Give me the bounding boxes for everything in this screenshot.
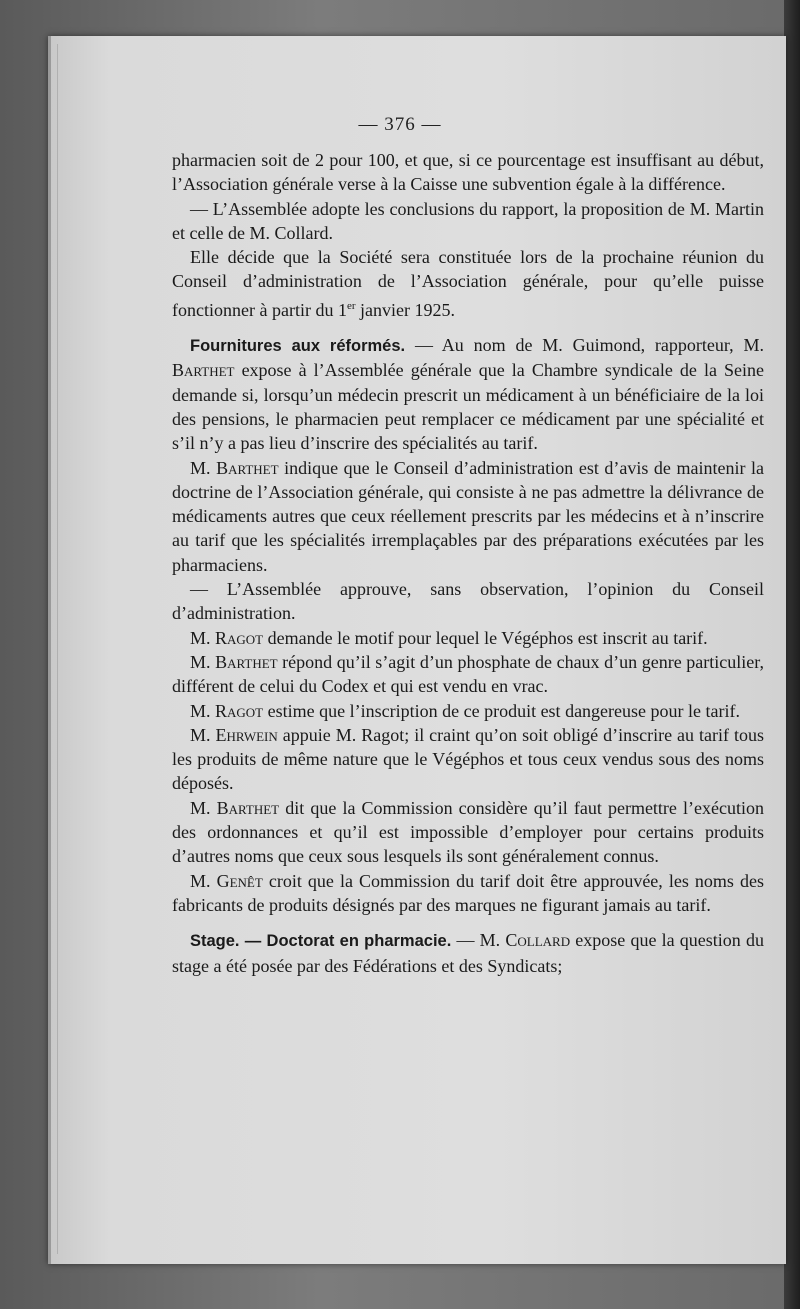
page-number: — 376 —	[358, 114, 442, 135]
person-name: Barthet	[216, 457, 279, 478]
section-heading: Stage. — Doctorat en pharmacie.	[190, 932, 452, 951]
paragraph	[172, 869, 764, 918]
paragraph-text: janvier 1925.	[355, 299, 455, 320]
superscript: er	[346, 299, 356, 312]
paragraph: pharmacien soit de 2 pour 100, et que, si ce pourcentage est insuffisant au début, l’Association générale verse à la Caisse une subvention égale à la différence.	[172, 150, 764, 195]
paragraph	[172, 796, 764, 869]
person-name: Barthet	[216, 797, 280, 818]
paragraph-text: indique que le Conseil d’administration est d’avis de maintenir la doctrine de l’Association générale, qui consiste à ne pas admettre la délivrance de médicaments autres que ceux réellement prescrits par les médecins et à n’inscrire au tarif que les spécialités irremplaçables par des préparations exécutées par les pharmaciens.	[172, 457, 764, 575]
person-name: Ragot	[215, 700, 264, 721]
paragraph	[172, 456, 764, 577]
paragraph	[172, 333, 764, 455]
person-name: Collard	[505, 930, 571, 951]
paragraph-text: expose que la question du stage a été posée par des Fédérations et des Syndicats;	[172, 930, 764, 976]
person-name: Ragot	[215, 627, 264, 648]
person-name: Genêt	[216, 870, 263, 891]
paragraph-text: répond qu’il s’agit d’un phosphate de chaux d’un genre particulier, différent de celui du Codex et qui est vendu en vrac.	[172, 651, 764, 697]
paragraph-text: demande le motif pour lequel le Végéphos est inscrit au tarif.	[263, 627, 708, 648]
paragraph: — L’Assemblée approuve, sans observation, l’opinion du Conseil d’administration.	[172, 579, 764, 624]
paragraph	[172, 723, 764, 796]
paragraph-text: M.	[190, 651, 216, 672]
paragraph-text: M.	[190, 700, 216, 721]
paragraph-text: croit que la Commission du tarif doit être approuvée, les noms des fabricants de produits désignés par des marques ne figurant jamais au tarif.	[172, 870, 764, 915]
scan-edge	[784, 0, 800, 1309]
paragraph-text: estime que l’inscription de ce produit est dangereuse pour le tarif.	[263, 700, 740, 721]
person-name: Barthet	[215, 651, 278, 672]
paragraph	[172, 626, 764, 650]
paragraph	[172, 245, 764, 322]
paragraph	[172, 699, 764, 723]
paragraph-text: M.	[190, 627, 216, 648]
person-name: Barthet	[172, 360, 235, 381]
section-heading: Fournitures aux réformés.	[190, 337, 406, 356]
paragraph-text: M.	[190, 870, 217, 891]
paragraph: — L’Assemblée adopte les conclusions du rapport, la proposition de M. Martin et celle de M. Collard.	[172, 198, 764, 243]
paragraph	[172, 650, 764, 699]
paragraph-text: M.	[190, 797, 217, 818]
paragraph-text: M.	[190, 724, 216, 745]
document-body	[172, 148, 764, 978]
paragraph-text: dit que la Commission considère qu’il faut permettre l’exécution des ordonnances et qu’il est impossible d’employer pour certains produits d’autres noms que ceux sous lesquels ils sont généralement connus.	[172, 797, 764, 867]
paragraph	[172, 928, 764, 978]
paragraph-text: Elle décide que la Société sera constituée lors de la prochaine réunion du Conseil d’administration de l’Association générale, pour qu’elle puisse fonctionner à partir du 1	[172, 247, 764, 320]
paragraph-text: expose à l’Assemblée générale que la Chambre syndicale de la Seine demande si, lorsqu’un médecin prescrit un médicament à un bénéficiaire de la loi des pensions, le pharmacien peut remplacer ce médicament par une spécialité et s’il n’y a pas lieu d’inscrire des spécialités au tarif.	[172, 360, 764, 454]
paragraph-text: — M.	[451, 930, 506, 951]
person-name: Ehrwein	[215, 724, 278, 745]
paragraph-text: M.	[190, 457, 217, 478]
paragraph-text: appuie M. Ragot; il craint qu’on soit obligé d’inscrire au tarif tous les produits de même nature que le Végéphos et tous ceux vendus sous des noms déposés.	[172, 724, 764, 794]
paragraph-text: — Au nom de M. Guimond, rapporteur, M.	[405, 335, 764, 356]
